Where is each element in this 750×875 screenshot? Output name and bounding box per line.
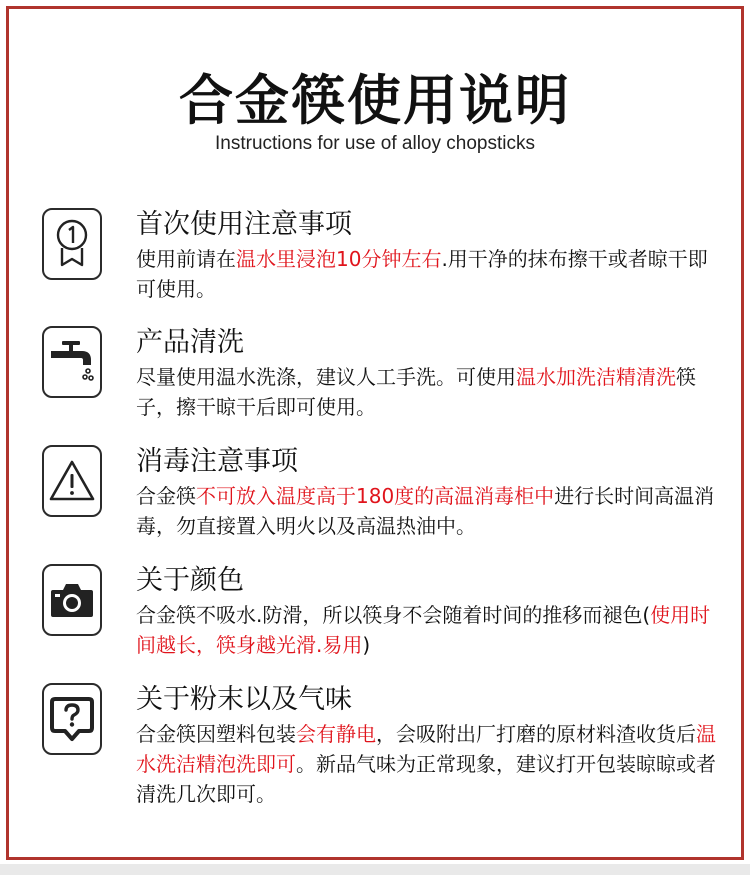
highlight-text: 温水洗洁精泡洗即可: [136, 722, 716, 776]
section-heading: 消毒注意事项: [136, 446, 298, 477]
highlight-text: 不可放入温度高于180度的高温消毒柜中: [196, 484, 555, 508]
page-title: 合金筷使用说明: [179, 69, 571, 132]
highlight-text: 温水加洗洁精清洗: [516, 365, 676, 389]
highlight-text: 使用时间越长，筷身越光滑.易用: [136, 603, 711, 657]
body-text: 合金筷: [136, 484, 196, 508]
section-heading: 关于颜色: [136, 565, 244, 596]
question-bubble-icon: [42, 683, 102, 755]
highlight-text: 会有静电: [296, 722, 376, 746]
page-subtitle: Instructions for use of alloy chopsticks: [215, 133, 535, 154]
body-text: ): [362, 633, 371, 657]
section-body: [136, 244, 726, 304]
section-heading: 产品清洗: [136, 327, 244, 358]
body-text: 合金筷不吸水.防滑，所以筷身不会随着时间的推移而褪色(: [136, 603, 651, 627]
section-body: [136, 719, 726, 809]
section-body: [136, 481, 726, 541]
section-heading: 关于粉末以及气味: [136, 684, 352, 715]
body-text: 进行长时间高温消毒，勿直接置入明火以及高温热油中。: [136, 484, 715, 538]
body-text: 尽量使用温水洗涤，建议人工手洗。可使用: [136, 365, 516, 389]
warning-icon: [42, 445, 102, 517]
body-text: 筷子，擦干晾干后即可使用。: [136, 365, 696, 419]
faucet-icon: [42, 326, 102, 398]
body-text: 合金筷因塑料包装: [136, 722, 296, 746]
bottom-strip: [0, 864, 750, 875]
body-text: 。新品气味为正常现象，建议打开包装晾晾或者清洗几次即可。: [136, 752, 716, 806]
section-body: [136, 600, 726, 660]
camera-icon: [42, 564, 102, 636]
body-text: 使用前请在: [136, 247, 236, 271]
highlight-text: 温水里浸泡10分钟左右: [236, 247, 442, 271]
first-place-medal-icon: [42, 208, 102, 280]
body-text: ，会吸附出厂打磨的原材料渣收货后: [376, 722, 696, 746]
section-body: [136, 362, 726, 422]
section-heading: 首次使用注意事项: [136, 209, 352, 240]
body-text: .用干净的抹布擦干或者晾干即可使用。: [136, 247, 708, 301]
